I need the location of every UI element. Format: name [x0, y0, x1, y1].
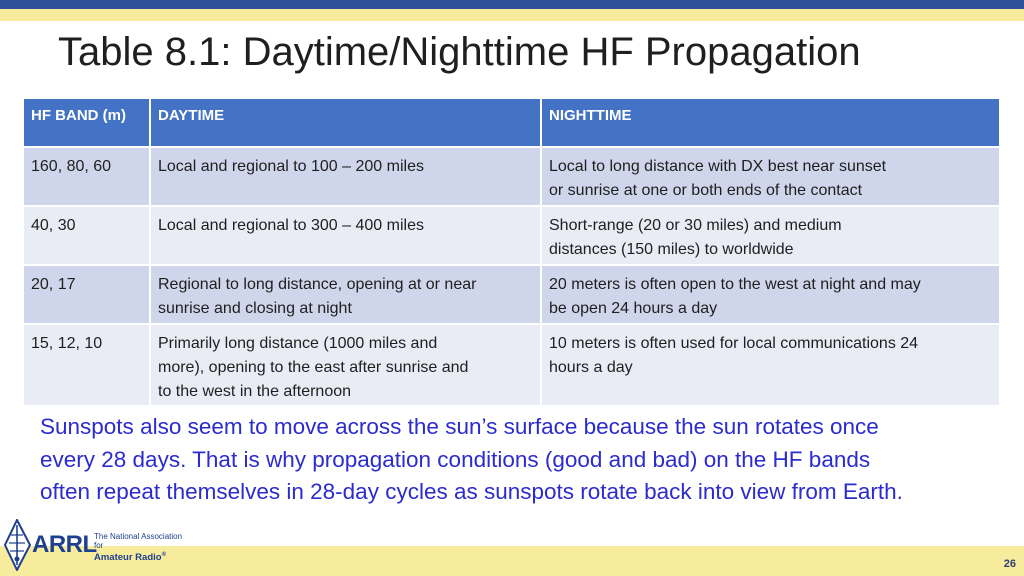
- daytime-cell: [150, 206, 541, 265]
- arrl-diamond-icon: [4, 519, 34, 571]
- registered-mark: ®: [161, 552, 166, 558]
- daytime-cell: [150, 147, 541, 206]
- table-row: [24, 206, 999, 265]
- logo-tagline-small: The National Association for: [94, 532, 183, 550]
- table-header-row: [24, 99, 999, 147]
- nighttime-cell: [541, 324, 999, 406]
- cell-line: Short-range (20 or 30 miles) and medium: [549, 217, 842, 234]
- cell-line: 20 meters is often open to the west at night and may: [549, 276, 921, 293]
- note-line: every 28 days. That is why propagation conditions (good and bad) on the HF bands: [40, 446, 871, 472]
- cell-line: Local to long distance with DX best near sunset: [549, 158, 887, 175]
- nighttime-cell: [541, 147, 999, 206]
- header-nighttime: NIGHTTIME: [541, 99, 999, 147]
- note-line: Sunspots also seem to move across the sun’s surface because the sun rotates once: [40, 414, 879, 439]
- propagation-table: [24, 99, 999, 407]
- cell-line: distances (150 miles) to worldwide: [549, 241, 794, 258]
- propagation-table-container: [24, 99, 999, 407]
- logo-tagline-large-text: Amateur Radio: [94, 552, 162, 564]
- table-row: [24, 265, 999, 324]
- band-cell: 160, 80, 60: [24, 147, 150, 206]
- cell-line: be open 24 hours a day: [549, 300, 718, 317]
- logo-tagline: [94, 532, 184, 563]
- band-cell: 15, 12, 10: [24, 324, 150, 406]
- header-hf-band: HF BAND (m): [24, 99, 150, 147]
- cell-line: Primarily long distance (1000 miles and: [158, 335, 438, 352]
- cell-line: 10 meters is often used for local communications 24: [549, 335, 919, 352]
- logo-tagline-large: [94, 550, 184, 563]
- daytime-cell: [150, 265, 541, 324]
- cell-line: Local and regional to 300 – 400 miles: [158, 217, 424, 234]
- band-cell: 20, 17: [24, 265, 150, 324]
- cell-line: to the west in the afternoon: [158, 383, 352, 400]
- nighttime-cell: [541, 265, 999, 324]
- cell-line: sunrise and closing at night: [158, 300, 352, 317]
- cell-line: more), opening to the east after sunrise and: [158, 359, 469, 376]
- sunspot-note: [40, 411, 1000, 509]
- cell-line: Local and regional to 100 – 200 miles: [158, 158, 424, 175]
- logo-wordmark: ARRL: [32, 531, 97, 558]
- cell-line: Regional to long distance, opening at or near: [158, 276, 477, 293]
- slide-title: Table 8.1: Daytime/Nighttime HF Propagation: [58, 30, 861, 74]
- cell-line: hours a day: [549, 359, 633, 376]
- header-daytime: DAYTIME: [150, 99, 541, 147]
- table-row: [24, 324, 999, 406]
- page-number: 26: [1003, 558, 1016, 570]
- daytime-cell: [150, 324, 541, 406]
- band-cell: 40, 30: [24, 206, 150, 265]
- table-row: [24, 147, 999, 206]
- note-line: often repeat themselves in 28-day cycles as sunspots rotate back into view from Earth.: [40, 479, 903, 504]
- top-yellow-band: [0, 9, 1024, 21]
- top-accent-bar: [0, 0, 1024, 9]
- arrl-logo: [4, 519, 183, 569]
- cell-line: or sunrise at one or both ends of the contact: [549, 182, 863, 199]
- nighttime-cell: [541, 206, 999, 265]
